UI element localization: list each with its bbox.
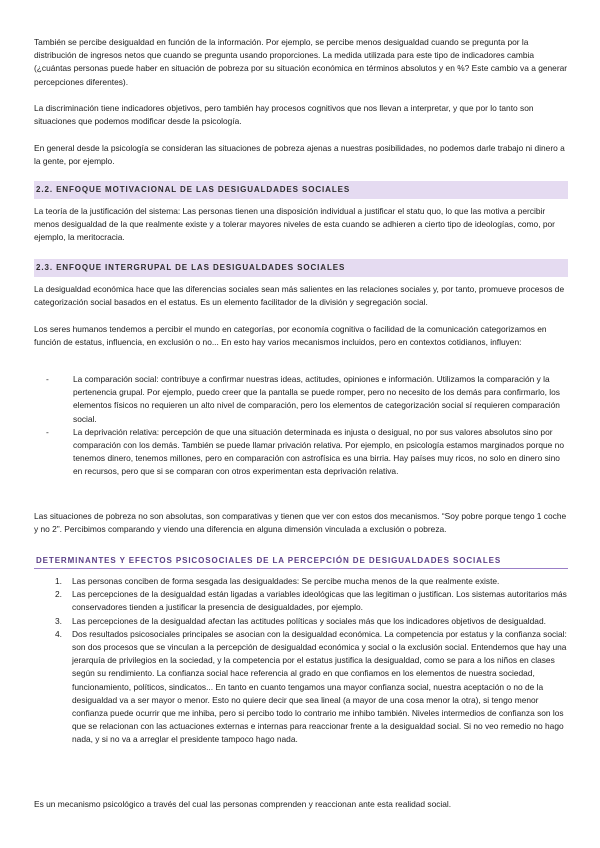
paragraph-discrimination: La discriminación tiene indicadores objetivos, pero también hay procesos cognitivos que nos llevan a interpretar, y que por lo tanto son situaciones que podemos modificar desde la psicología. bbox=[34, 103, 534, 127]
list-item-text: La deprivación relativa: percepción de que una situación determinada es injusta o desigual, no por sus valores absolutos sino por comparación con los demás. También se puede llamar privación relativa. Por ejemplo, en psicología estamos marginados porque no tenemos dinero, tenemos millones, pero en comparación con astrofísica es una birria. Hay países muy ricos, no solo en dinero sino en recursos, pero que si se comparan con otros experimentan esta deprivación relativa. bbox=[73, 426, 564, 477]
paragraph-mechanism-summary: Es un mecanismo psicológico a través del cual las personas comprenden y reaccionan ante esta realidad social. bbox=[34, 799, 452, 809]
paragraph-information: También se percibe desigualdad en función de la información. Por ejemplo, se percibe menos desigualdad cuando se pregunta por la distribución de ingresos netos que cuando se pregunta usando proporciones. La medida utilizada para este tipo de indicadores cambia (¿cuántas personas puede haber en situación de pobreza por su situación económica en términos absolutos y en %? Este cambio va a generar percepciones diferentes). bbox=[34, 37, 568, 87]
list-item-text: La comparación social: contribuye a confirmar nuestras ideas, actitudes, opiniones e información. Utilizamos la comparación y la pertenencia grupal. Por ejemplo, puedo creer que la pantalla se puede romper, pero no necesito de los demás para confirmarlo, los elementos físicos no requieren un alto nivel de comparación, pero los elementos de categorización social sí requieren comparación social. bbox=[73, 374, 560, 424]
list-number: 3. bbox=[55, 615, 62, 626]
paragraph-system-justification: La teoría de la justificación del sistema: Las personas tienen una disposición individual a justificar el statu quo, lo que las motiva a percibir menos desigualdad de la que realmente existe y a tolerar mayores niveles de esta cuando se adhieren a cierto tipo de ideologías, como, por ejemplo, la meritocracia. bbox=[34, 206, 555, 243]
paragraph-poverty-general: En general desde la psicología se consideran las situaciones de pobreza ajenas a nuestras posibilidades, no podemos darle trabajo ni dinero a la gente, por ejemplo. bbox=[34, 143, 565, 167]
section-heading-motivational: 2.2. ENFOQUE MOTIVACIONAL DE LAS DESIGUALDADES SOCIALES bbox=[34, 181, 568, 199]
section-heading-intergroup: 2.3. ENFOQUE INTERGRUPAL DE LAS DESIGUALDADES SOCIALES bbox=[34, 259, 568, 277]
list-item bbox=[34, 588, 568, 614]
list-item-text: Dos resultados psicosociales principales se asocian con la desigualdad económica. La competencia por estatus y la confianza social: son dos procesos que se vinculan a la percepción de desigualdad económica y social o la exclusión social. Entendemos que hay una jerarquía de privilegios en la sociedad, y la competencia por el estatus justifica la desigualdad, como se para a los niños en clases según su rendimiento. La confianza social hace referencia al grado en que confiamos en los elementos de nuestra sociedad, funcionamiento, políticos, sindicatos... En tanto en cuanto tengamos una mayor confianza social, nuestra aceptación o no de la desigualdad va a ser mayor o menor. Esto no quiere decir que sea lineal (a mayor de una cosa menor la otra), si tengo menor confianza puede ocurrir que me inhiba, pero si percibo todo lo contrario me inhibo también. Niveles intermedios de confianza son los que se relacionan con las actuaciones externas e internas para reaccionar frente a la desigualdad social. Si no veo remedio no hago nada, y si no va a arreglar el presidente tampoco hago nada. bbox=[72, 628, 567, 745]
list-item bbox=[34, 615, 568, 628]
mechanisms-list bbox=[34, 373, 568, 479]
list-item bbox=[34, 628, 568, 747]
list-number: 4. bbox=[55, 628, 62, 639]
paragraph-categories: Los seres humanos tendemos a percibir el mundo en categorías, por economía cognitiva o facilidad de la comunicación categorizamos en función de estatus, influencia, en exclusión o no... En esto hay varios mecanismos incluidos, pero en contextos cotidianos, influyen: bbox=[34, 324, 547, 348]
dash-bullet: - bbox=[46, 374, 49, 384]
list-item bbox=[34, 575, 568, 588]
paragraph-economic-inequality: La desigualdad económica hace que las diferencias sociales sean más salientes en las relaciones sociales y, por tanto, promueve procesos de categorización social basados en el estatus. Es un elemento facilitador de la división y segregación social. bbox=[34, 284, 565, 308]
list-number: 2. bbox=[55, 589, 62, 600]
paragraph-comparative-poverty: Las situaciones de pobreza no son absolutas, son comparativas y tienen que ver con estos dos mecanismos. “Soy pobre porque tengo 1 coche y no 2”. Percibimos comparando y viendo una diferencia en alguna dimensión vinculada a exclusión o pobreza. bbox=[34, 511, 567, 535]
list-item-text: Las percepciones de la desigualdad afectan las actitudes políticas y sociales más que los indicadores objetivos de desigualdad. bbox=[72, 615, 546, 626]
list-item-text: Las personas conciben de forma sesgada las desigualdades: Se percibe mucha menos de la que realmente existe. bbox=[72, 576, 500, 586]
dash-bullet: - bbox=[46, 426, 49, 437]
determinants-list bbox=[34, 575, 568, 747]
list-item-text: Las percepciones de la desigualdad están ligadas a variables ideológicas que las legitiman o justifican. Los sistemas autoritarios más conservadores tienden a justificar la presencia de desigualdades, por ejemplo. bbox=[72, 589, 567, 613]
section-heading-determinants: DETERMINANTES Y EFECTOS PSICOSOCIALES DE LA PERCEPCIÓN DE DESIGUALDADES SOCIALES bbox=[34, 556, 568, 569]
list-number: 1. bbox=[55, 576, 62, 586]
list-item bbox=[34, 373, 568, 426]
list-item bbox=[34, 426, 568, 479]
